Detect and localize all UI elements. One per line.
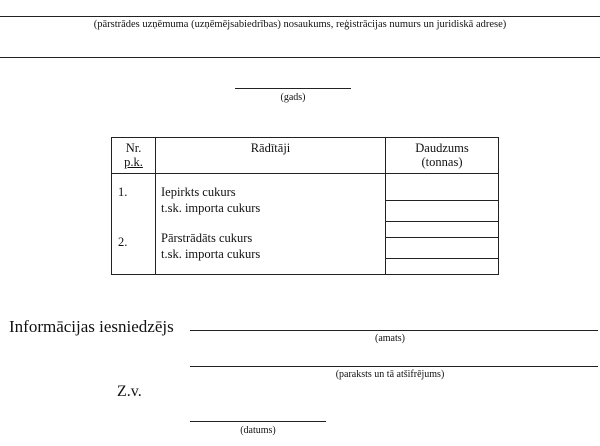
year-caption: (gads) [280, 92, 306, 103]
row-2-line2: t.sk. importa cukurs [161, 247, 261, 261]
date-caption: (datums) [240, 425, 276, 436]
seal-label: Z.v. [117, 383, 142, 400]
row-items [156, 174, 386, 275]
signature-line [190, 366, 598, 367]
header-nr [112, 138, 156, 174]
header-qty-line2: (tonnas) [421, 155, 463, 169]
row-numbers [112, 174, 156, 275]
header-nr-line2: p.k. [124, 155, 143, 169]
table-body-row [112, 174, 499, 275]
submitter-label: Informācijas iesniedzējs [9, 317, 174, 336]
quantity-cells [386, 174, 499, 275]
header-quantity [386, 138, 499, 174]
signature-caption: (paraksts un tā atšifrējums) [335, 369, 445, 380]
company-line [0, 16, 600, 17]
qty-row2-line [386, 221, 498, 222]
row-1-nr: 1. [118, 185, 128, 199]
date-line [190, 421, 326, 422]
row-1-line1: Iepirkts cukurs [161, 185, 236, 199]
header-nr-line1: Nr. [125, 141, 142, 155]
qty-row4-line [386, 258, 498, 259]
header-indicators [156, 138, 386, 174]
table-header-row [112, 138, 499, 174]
header-indicators-label: Rādītāji [250, 141, 291, 155]
row-2-nr: 2. [118, 235, 128, 249]
company-line-2 [0, 57, 600, 58]
position-caption: (amats) [375, 333, 405, 344]
row-2-line1: Pārstrādāts cukurs [161, 231, 253, 245]
indicators-table [111, 137, 499, 275]
company-caption: (pārstrādes uzņēmuma (uzņēmējsabiedrības) nosaukums, reģistrācijas numurs un juridiskā adrese) [93, 19, 507, 30]
header-qty-line1: Daudzums [415, 141, 469, 155]
year-line [235, 88, 351, 89]
qty-row1-line [386, 200, 498, 201]
row-1-line2: t.sk. importa cukurs [161, 201, 261, 215]
position-line [190, 330, 598, 331]
qty-row3-line [386, 237, 498, 238]
